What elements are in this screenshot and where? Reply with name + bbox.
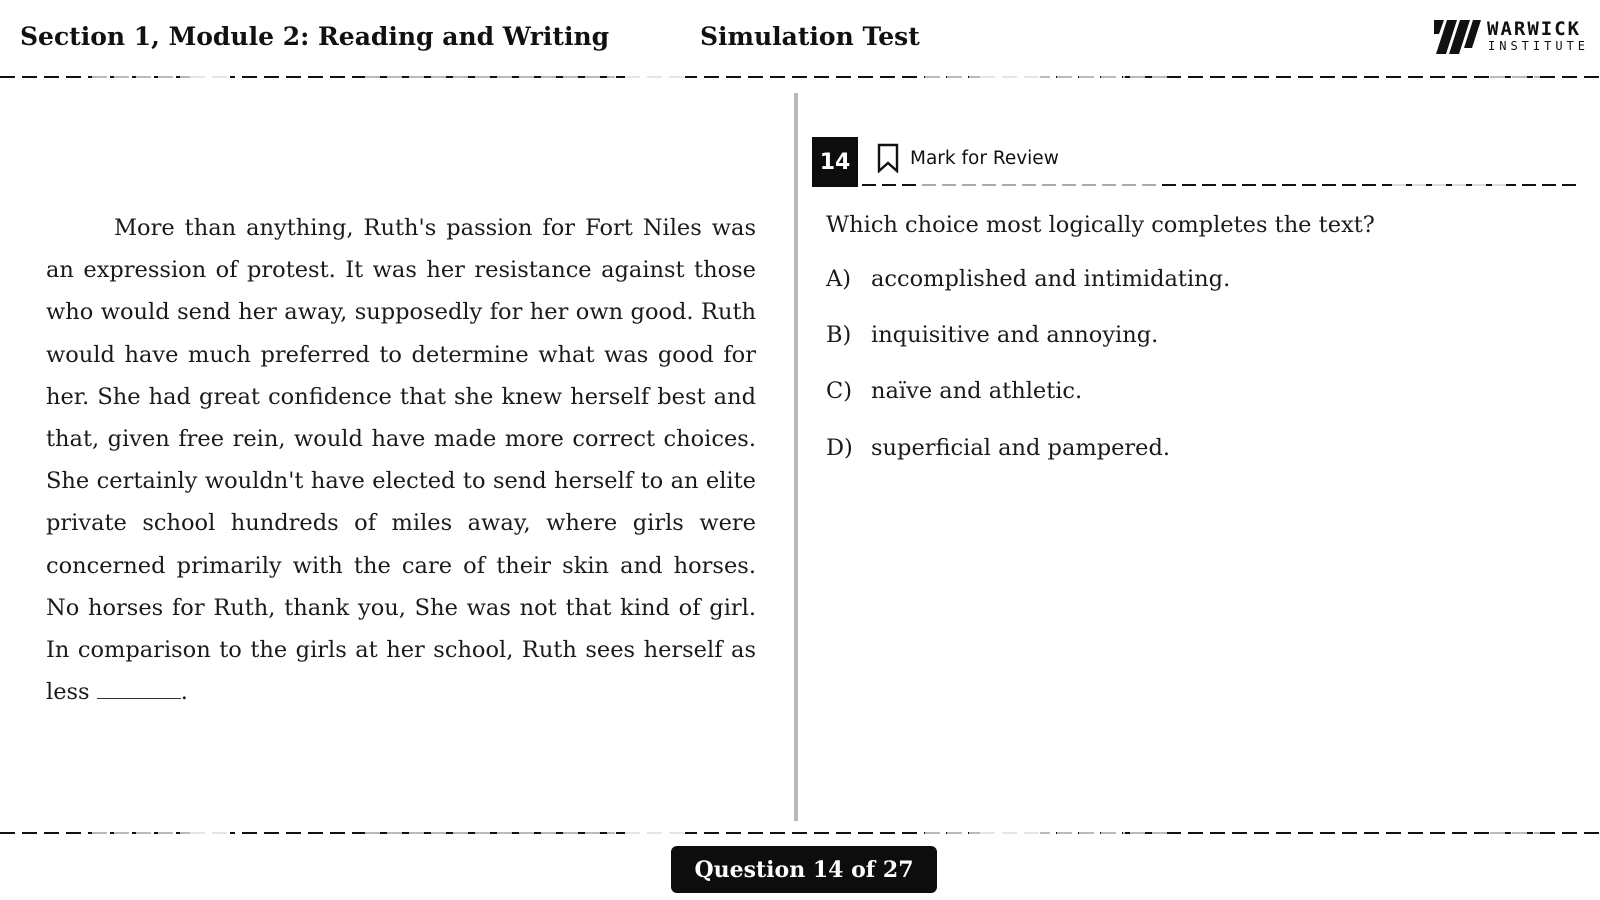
question-prompt: Which choice most logically completes the text? [826, 212, 1375, 238]
footer-divider [0, 832, 1600, 834]
choice-letter: A) [826, 266, 852, 292]
test-title: Simulation Test [700, 22, 920, 51]
choice-letter: C) [826, 378, 852, 404]
answer-choice-b[interactable] [826, 318, 1158, 352]
answer-blank [97, 697, 181, 699]
choice-text: accomplished and intimidating. [871, 266, 1231, 292]
question-header-divider [862, 184, 1582, 186]
question-number-badge: 14 [812, 137, 858, 187]
choice-text: naïve and athletic. [871, 378, 1083, 404]
logo-subtitle: INSTITUTE [1488, 39, 1590, 53]
choice-text: superficial and pampered. [871, 435, 1171, 461]
mark-for-review-button[interactable] [876, 143, 1059, 173]
choice-letter: D) [826, 435, 853, 461]
mark-for-review-label: Mark for Review [910, 147, 1059, 169]
bookmark-icon [876, 143, 900, 173]
answer-choice-d[interactable] [826, 431, 1170, 465]
choice-text: inquisitive and annoying. [871, 322, 1159, 348]
answer-choice-a[interactable] [826, 262, 1230, 296]
passage-end: . [180, 679, 188, 706]
choice-letter: B) [826, 322, 852, 348]
warwick-slash-logo-icon [1432, 18, 1482, 56]
question-navigator-button[interactable]: Question 14 of 27 [671, 846, 937, 893]
section-title: Section 1, Module 2: Reading and Writing [20, 22, 610, 51]
warwick-logo [1432, 18, 1590, 58]
header-divider [0, 76, 1600, 78]
answer-choice-c[interactable] [826, 374, 1082, 408]
logo-wordmark: WARWICK [1487, 18, 1582, 40]
pane-divider[interactable] [794, 93, 798, 821]
reading-passage [46, 207, 756, 713]
passage-text: More than anything, Ruth's passion for Fort Niles was an expression of protest. It was her resistance against those who would send her away, supposedly for her own good. Ruth would have much preferred to determine what was good for her. She had great confidence that she knew herself best and that, given free rein, would have made more correct choices. She certainly wouldn't have elected to send herself to an elite private school hundreds of miles away, where girls were concerned primarily with the care of their skin and horses. No horses for Ruth, thank you, She was not that kind of girl. In comparison to the girls at her school, Ruth sees herself as less [46, 215, 756, 706]
